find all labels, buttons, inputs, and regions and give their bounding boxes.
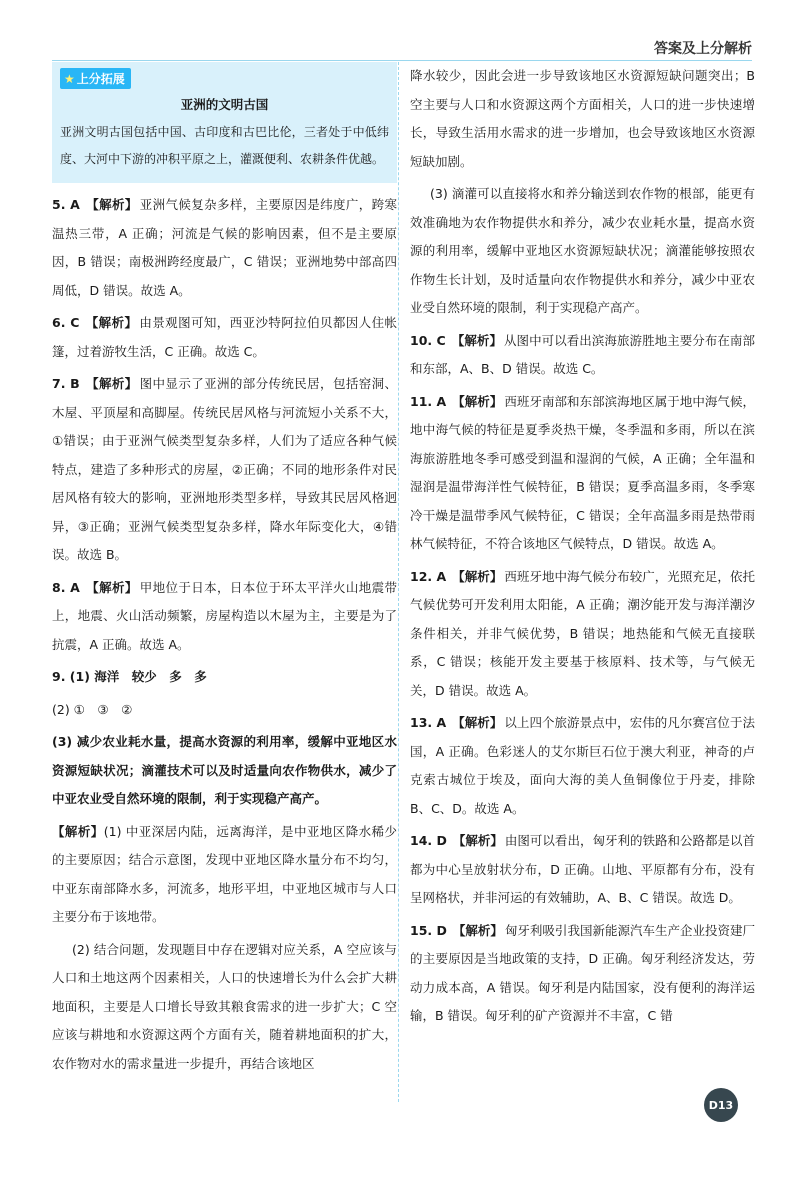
answer-9-analysis-2: (2) 结合问题，发现题目中存在逻辑对应关系，A 空应该与人口和土地这两个因素相关，人口的快速增长为什么会扩大耕地面积，主要是人口增长导致其粮食需求的进一步扩大；C 空应该与耕地和水资源这两个方面有关，随着耕地面积的扩大，农作物对水的需求量进一步提升，再结合该地区 bbox=[52, 941, 397, 1071]
answer-9-part3: (3) 减少农业耗水量，提高水资源的利用率，缓解中亚地区水资源短缺状况；滴灌技术可以及时适量向农作物供水，减少了中亚农业受自然环境的限制，利于实现稳产高产。 bbox=[52, 734, 397, 806]
answer-5 bbox=[52, 191, 397, 305]
extension-tag-label: 上分拓展 bbox=[76, 72, 125, 86]
page-number-badge: D13 bbox=[704, 1088, 738, 1122]
answer-9-part1: 9. (1) 海洋 较少 多 多 bbox=[52, 669, 207, 684]
answer-9-analysis-3: (3) 滴灌可以直接将水和养分输送到农作物的根部，能更有效准确地为农作物提供水和养分，减少农业耗水量，提高水资源的利用率，缓解中亚地区水资源短缺状况；滴灌能够按照农作物生长计划，及时适量向农作物提供水和养分，减少中亚农业受自然环境的限制，利于实现稳产高产。 bbox=[410, 186, 755, 315]
answer-14 bbox=[410, 827, 755, 913]
answer-number: 8. A bbox=[52, 579, 80, 595]
star-icon: ★ bbox=[64, 72, 75, 86]
answer-12 bbox=[410, 563, 755, 706]
analysis-tag: 【解析】 bbox=[85, 579, 138, 595]
column-divider bbox=[398, 62, 399, 1102]
analysis-tag: 【解析】 bbox=[85, 315, 138, 330]
extension-box bbox=[52, 62, 397, 183]
answer-13 bbox=[410, 709, 755, 823]
right-column bbox=[410, 62, 755, 1035]
answer-text: 亚洲气候复杂多样，主要原因是纬度广，跨寒温热三带，A 正确；河流是气候的影响因素，但不是主要原因，B 错误；南极洲跨经度最广，C 错误；亚洲地势中部高四周低，D 错误。故选 A。 bbox=[52, 197, 397, 298]
answer-8 bbox=[52, 574, 397, 660]
analysis-tag: 【解析】 bbox=[452, 393, 503, 409]
answer-6 bbox=[52, 309, 397, 366]
answer-number: 10. C bbox=[410, 332, 446, 348]
answer-number: 11. A bbox=[410, 393, 447, 409]
answer-text: 甲地位于日本，日本位于环太平洋火山地震带上，地震、火山活动频繁，房屋构造以木屋为主，主要是为了抗震，A 正确。故选 A。 bbox=[52, 579, 397, 652]
answer-text: 西班牙地中海气候分布较广，光照充足，依托气候优势可开发利用太阳能，A 正确；潮汐能开发与海洋潮汐条件相关，并非气候优势，B 错误；地热能和气候无直接联系，C 错误；核能开发主要基于核原料、技术等，与气候无关，D 错误。故选 A。 bbox=[410, 568, 755, 698]
answer-10 bbox=[410, 327, 755, 384]
answer-number: 7. B bbox=[52, 376, 80, 391]
answer-number: 13. A bbox=[410, 715, 447, 730]
analysis-tag: 【解析】 bbox=[451, 332, 502, 348]
analysis-tag: 【解析】 bbox=[85, 197, 138, 212]
answer-number: 15. D bbox=[410, 922, 447, 938]
answer-number: 5. A bbox=[52, 197, 80, 212]
answer-text: 图中显示了亚洲的部分传统民居，包括窑洞、木屋、平顶屋和高脚屋。传统民居风格与河流短小关系不大，①错误；由于亚洲气候类型复杂多样，人们为了适应各种气候特点，建造了多种形式的房屋，②正确；不同的地形条件对民居风格有较大的影响，亚洲地形类型多样，导致其民居风格迥异，③正确；亚洲气候类型复杂多样，降水年际变化大，④错误。故选 B。 bbox=[52, 376, 397, 562]
analysis-text: (1) 中亚深居内陆，远离海洋，是中亚地区降水稀少的主要原因；结合示意图，发现中亚地区降水量分布不均匀，中亚东南部降水多，河流多，地形平坦，中亚地区城市与人口主要分布于该地带。 bbox=[52, 823, 397, 924]
answer-number: 14. D bbox=[410, 833, 447, 848]
page-header bbox=[0, 0, 800, 58]
analysis-tag: 【解析】 bbox=[452, 568, 503, 584]
analysis-tag: 【解析】 bbox=[52, 823, 104, 839]
analysis-tag: 【解析】 bbox=[85, 376, 138, 391]
answer-15 bbox=[410, 917, 755, 1031]
answer-number: 6. C bbox=[52, 315, 80, 330]
extension-body: 亚洲文明古国包括中国、古印度和古巴比伦，三者处于中低纬度、大河中下游的冲积平原之上，灌溉便利、农耕条件优越。 bbox=[60, 125, 389, 166]
answer-text: 由景观图可知，西亚沙特阿拉伯贝都因人住帐篷，过着游牧生活，C 正确。故选 C。 bbox=[52, 315, 397, 359]
answer-7 bbox=[52, 370, 397, 570]
left-column bbox=[52, 62, 397, 1082]
header-title: 答案及上分解析 bbox=[654, 41, 752, 57]
answer-9-analysis bbox=[52, 818, 397, 932]
answer-text: 西班牙南部和东部滨海地区属于地中海气候，地中海气候的特征是夏季炎热干燥，冬季温和多雨，所以在滨海旅游胜地冬季可感受到温和湿润的气候，A 正确；全年温和湿润是温带海洋性气候特征，B 错误；夏季高温多雨，冬季寒冷干燥是温带季风气候特征，C 错误；全年高温多雨是热带雨林气候特征，不符合该地区气候特点，D 错误。故选 A。 bbox=[410, 393, 755, 551]
header-rule bbox=[52, 60, 752, 61]
answer-9-continued: 降水较少，因此会进一步导致该地区水资源短缺问题突出；B 空主要与人口和水资源这两个方面相关，人口的进一步快速增长，导致生活用水需求的进一步增加，也会导致该地区水资源短缺加剧。 bbox=[410, 68, 755, 169]
answer-text: 匈牙利吸引我国新能源汽车生产企业投资建厂的主要原因是当地政策的支持，D 正确。匈牙利经济发达，劳动力成本高，A 错误。匈牙利是内陆国家，没有便利的海洋运输，B 错误。匈牙利的矿产资源并不丰富，C 错 bbox=[410, 922, 755, 1023]
answer-text: 由图可以看出，匈牙利的铁路和公路都是以首都为中心呈放射状分布，D 正确。山地、平原都有分布，没有呈网格状，并非河运的有效辅助，A、B、C 错误。故选 D。 bbox=[410, 833, 755, 905]
answer-text: 以上四个旅游景点中，宏伟的凡尔赛宫位于法国，A 正确。色彩迷人的艾尔斯巨石位于澳大利亚，神奇的卢克索古城位于埃及，面向大海的美人鱼铜像位于丹麦，排除 B、C、D。故选 A。 bbox=[410, 715, 755, 816]
answer-11 bbox=[410, 388, 755, 559]
analysis-tag: 【解析】 bbox=[452, 922, 503, 938]
analysis-tag: 【解析】 bbox=[452, 833, 503, 848]
extension-tag bbox=[60, 68, 131, 89]
analysis-tag: 【解析】 bbox=[452, 715, 503, 730]
answer-number: 12. A bbox=[410, 568, 447, 584]
answer-text: 从图中可以看出滨海旅游胜地主要分布在南部和东部，A、B、D 错误。故选 C。 bbox=[410, 332, 755, 376]
answer-9-part2: (2) ① ③ ② bbox=[52, 701, 133, 717]
extension-title: 亚洲的文明古国 bbox=[180, 97, 269, 112]
